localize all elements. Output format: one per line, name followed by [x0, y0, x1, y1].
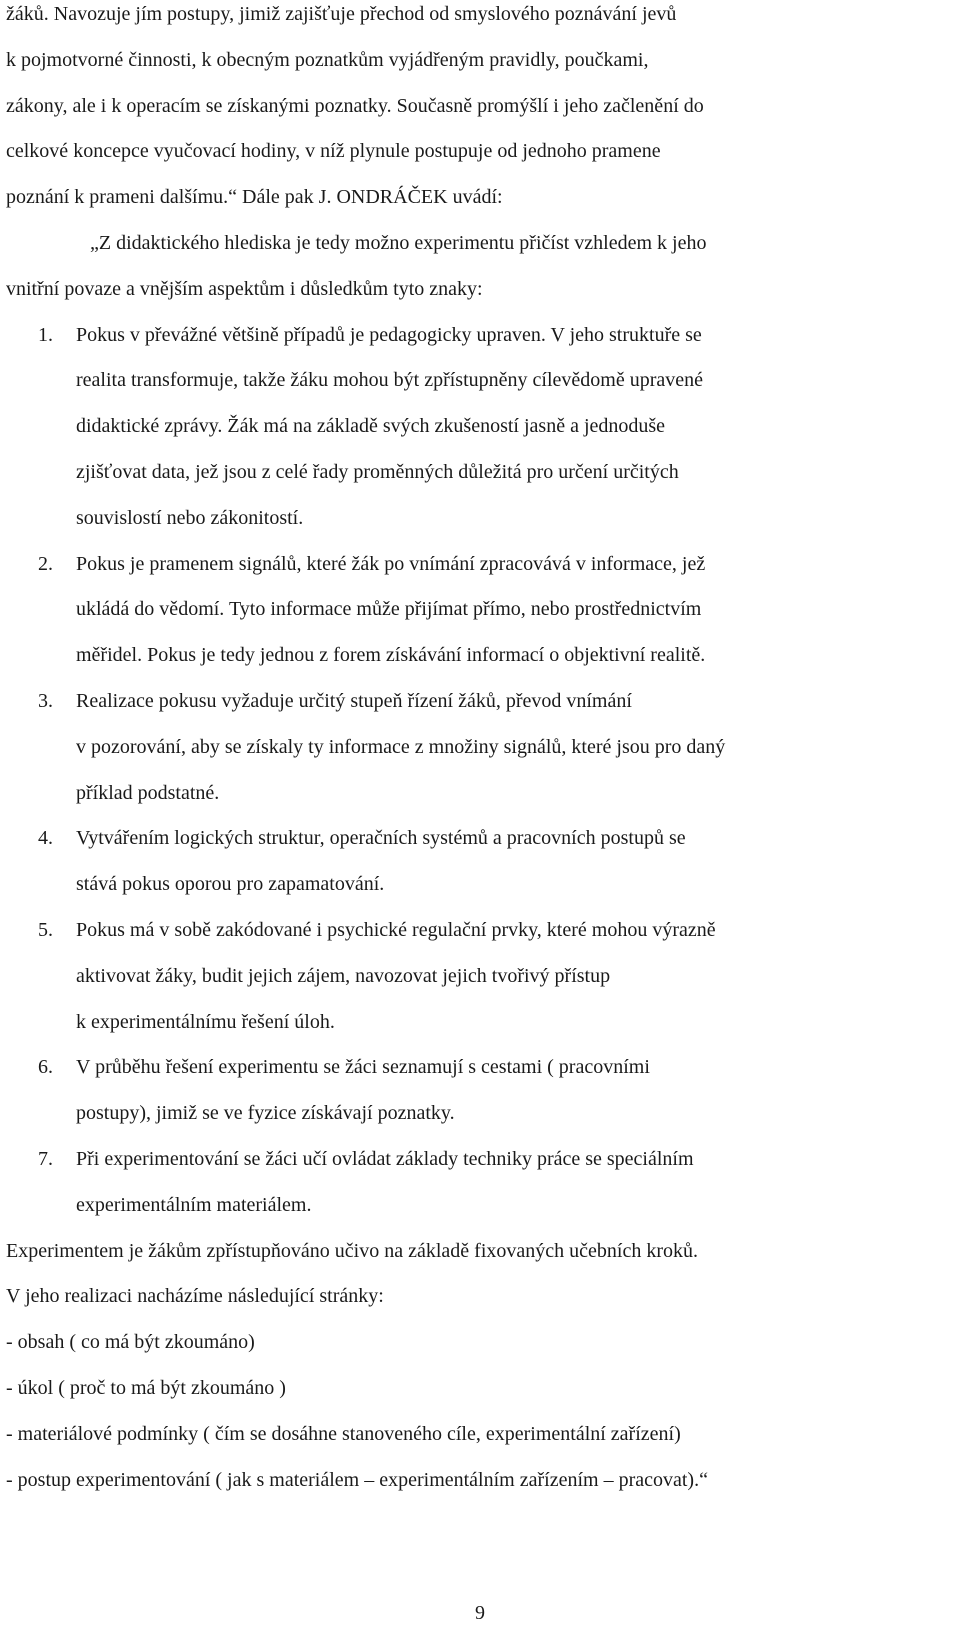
text-line: - úkol ( proč to má být zkoumáno ) — [6, 1376, 286, 1399]
text-line: - obsah ( co má být zkoumáno) — [6, 1331, 255, 1354]
text-line: k pojmotvorné činnosti, k obecným poznatkům vyjádřeným pravidly, poučkami, — [6, 48, 649, 71]
body-text — [6, 0, 956, 1503]
intro-paragraph — [6, 0, 956, 221]
text-line: „Z didaktického hlediska je tedy možno experimentu přičíst vzhledem k jeho — [90, 231, 707, 254]
list-number: 3. — [38, 689, 53, 712]
text-line: V jeho realizaci nacházíme následující stránky: — [6, 1285, 384, 1308]
text-line: aktivovat žáky, budit jejich zájem, navozovat jejich tvořivý přístup — [76, 964, 611, 987]
text-line: vnitřní povaze a vnějším aspektům i důsledkům tyto znaky: — [6, 277, 483, 300]
text-line: postupy), jimiž se ve fyzice získávají poznatky. — [76, 1102, 455, 1125]
list-number: 1. — [38, 323, 53, 346]
list-item — [6, 313, 956, 542]
text-line: - materiálové podmínky ( čím se dosáhne stanoveného cíle, experimentální zařízení) — [6, 1422, 681, 1445]
text-line: realita transformuje, takže žáku mohou být zpřístupněny cílevědomě upravené — [76, 369, 703, 392]
text-line: Vytvářením logických struktur, operačních systémů a pracovních postupů se — [76, 827, 686, 850]
list-number: 6. — [38, 1056, 53, 1079]
text-line: zákony, ale i k operacím se získanými poznatky. Současně promýšlí i jeho začlenění do — [6, 94, 704, 117]
text-line: Pokus je pramenem signálů, které žák po vnímání zpracovává v informace, jež — [76, 552, 706, 575]
text-line: ukládá do vědomí. Tyto informace může přijímat přímo, nebo prostřednictvím — [76, 598, 702, 621]
text-line: Pokus v převážné většině případů je pedagogicky upraven. V jeho struktuře se — [76, 323, 702, 346]
list-number: 4. — [38, 827, 53, 850]
list-number: 7. — [38, 1147, 53, 1170]
text-line: poznání k prameni dalšímu.“ Dále pak J. ONDRÁČEK uvádí: — [6, 186, 503, 209]
text-line: experimentálním materiálem. — [76, 1193, 312, 1216]
text-line: Realizace pokusu vyžaduje určitý stupeň řízení žáků, převod vnímání — [76, 689, 632, 712]
text-line: v pozorování, aby se získaly ty informace z množiny signálů, které jsou pro daný — [76, 735, 726, 758]
list-item — [6, 908, 956, 1045]
list-item — [6, 1137, 956, 1229]
text-line: V průběhu řešení experimentu se žáci seznamují s cestami ( pracovními — [76, 1056, 650, 1079]
page-number: 9 — [475, 1602, 485, 1624]
text-line: celkové koncepce vyučovací hodiny, v níž plynule postupuje od jednoho pramene — [6, 140, 661, 163]
text-line: žáků. Navozuje jím postupy, jimiž zajišťuje přechod od smyslového poznávání jevů — [6, 3, 677, 25]
text-line: didaktické zprávy. Žák má na základě svých zkušeností jasně a jednoduše — [76, 415, 666, 438]
text-line: k experimentálnímu řešení úloh. — [76, 1010, 335, 1033]
text-line: - postup experimentování ( jak s materiálem – experimentálním zařízením – pracovat).“ — [6, 1468, 708, 1491]
quote-paragraph — [6, 221, 956, 313]
text-line: Pokus má v sobě zakódované i psychické regulační prvky, které mohou výrazně — [76, 918, 716, 941]
list-item — [6, 679, 956, 816]
text-line: souvislostí nebo zákonitostí. — [76, 506, 304, 529]
text-line: příklad podstatné. — [76, 781, 220, 804]
list-number: 5. — [38, 918, 53, 941]
text-line: zjišťovat data, jež jsou z celé řady proměnných důležitá pro určení určitých — [76, 460, 679, 483]
list-item — [6, 1045, 956, 1137]
list-item — [6, 542, 956, 679]
list-number: 2. — [38, 552, 53, 575]
text-line: stává pokus oporou pro zapamatování. — [76, 873, 385, 896]
closing-paragraph — [6, 1229, 956, 1504]
text-line: Experimentem je žákům zpřístupňováno učivo na základě fixovaných učebních kroků. — [6, 1239, 698, 1262]
text-line: Při experimentování se žáci učí ovládat základy techniky práce se speciálním — [76, 1147, 694, 1170]
numbered-list — [6, 313, 956, 1229]
text-line: měřidel. Pokus je tedy jednou z forem získávání informací o objektivní realitě. — [76, 644, 706, 667]
list-item — [6, 816, 956, 908]
